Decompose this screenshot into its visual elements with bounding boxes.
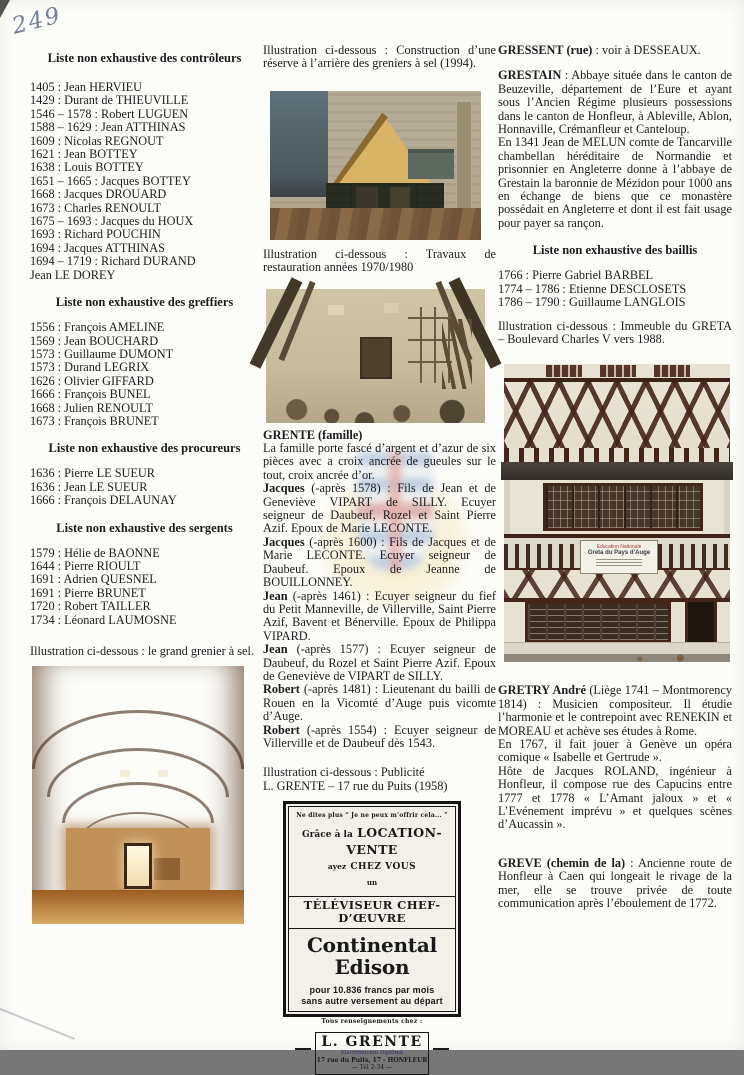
list-entry: 1556 : François AMELINE bbox=[30, 320, 165, 335]
list-entry: 1405 : Jean HERVIEU bbox=[30, 80, 143, 94]
awning-roof bbox=[501, 462, 733, 480]
barn-rooflight bbox=[158, 770, 168, 777]
grente-entry: Jean (-après 1461) : Ecuyer seigneur du fief du Petit Manneville, de Villerville, Saint Pierre Azif, Bavent et Bénerville. Epoux de Philippa VIPARD. bbox=[263, 588, 496, 643]
greve-entry: GREVE (chemin de la) : Ancienne route de Honfleur à Caen qui longeait le rivage de la mer, elle se trouve privée de toute communication après l’éboulement de 1772. bbox=[498, 855, 732, 910]
list-entry: 1626 : Olivier GIFFARD bbox=[30, 373, 154, 388]
sign-smudge bbox=[596, 559, 642, 566]
ad-inner-frame bbox=[288, 806, 456, 1072]
upper-floor bbox=[504, 480, 730, 534]
photo-grand-grenier-a-sel bbox=[32, 666, 244, 924]
barn-floor bbox=[32, 890, 244, 924]
ad-un: un bbox=[366, 878, 378, 888]
photo-restoration-works bbox=[266, 289, 485, 423]
ad-caption-line2: L. GRENTE – 17 rue du Puits (1958) bbox=[263, 778, 448, 793]
controllers-list bbox=[30, 81, 259, 282]
diagonal-brace-row bbox=[504, 570, 730, 602]
list-entry: 1621 : Jean BOTTEY bbox=[30, 147, 138, 162]
entrance-door bbox=[688, 602, 714, 642]
balcony bbox=[504, 534, 730, 570]
site-shed bbox=[408, 153, 454, 179]
half-timbered-gable bbox=[504, 378, 730, 457]
ad-contact-line: Tous renseignements chez : bbox=[321, 1017, 423, 1025]
wall-opening bbox=[384, 303, 398, 313]
slate-building bbox=[270, 91, 328, 197]
procureurs-heading: Liste non exhaustive des procureurs bbox=[48, 441, 241, 456]
list-entry: 1786 – 1790 : Guillaume LANGLOIS bbox=[498, 295, 686, 310]
right-column bbox=[498, 44, 732, 910]
list-entry: 1691 : Pierre BRUNET bbox=[30, 585, 146, 600]
list-entry: 1668 : Jacques DROUARD bbox=[30, 187, 167, 202]
list-entry: 1693 : Richard POUCHIN bbox=[30, 227, 161, 242]
stacked-planks bbox=[442, 319, 472, 389]
grente-heading: GRENTE (famille) bbox=[263, 427, 363, 442]
ad-location-vente-line: Grâce à la LOCATION-VENTE bbox=[301, 825, 442, 857]
stone-quoin bbox=[456, 101, 472, 211]
list-entry: 1691 : Adrien QUESNEL bbox=[30, 572, 157, 587]
list-entry: 1774 – 1786 : Etienne DESCLOSETS bbox=[498, 281, 687, 296]
construction-caption: Illustration ci-dessous : Construction d’une réserve à l’arrière des greniers à sel (1994). bbox=[263, 43, 496, 71]
barn-side-opening bbox=[154, 858, 180, 880]
attic-window-row bbox=[504, 364, 730, 378]
greffiers-list bbox=[30, 321, 259, 428]
list-entry: 1666 : François BUNEL bbox=[30, 387, 151, 402]
baillis-heading: Liste non exhaustive des baillis bbox=[532, 243, 698, 258]
list-entry: 1644 : Pierre RIOULT bbox=[30, 558, 141, 573]
list-entry: 1651 – 1665 : Jacques BOTTEY bbox=[30, 173, 191, 188]
list-entry: 1579 : Hélie de BAONNE bbox=[30, 545, 160, 560]
timber-stud-row bbox=[504, 448, 730, 462]
upper-window-band bbox=[546, 486, 700, 528]
scan-corner-artifact bbox=[0, 0, 10, 18]
doorway bbox=[360, 337, 392, 379]
list-entry: 1675 – 1693 : Jacques du HOUX bbox=[30, 214, 194, 229]
list-entry: 1569 : Jean BOUCHARD bbox=[30, 333, 159, 348]
grente-entry: Jean (-après 1577) : Ecuyer seigneur de Daubeuf, du Rozel et Saint Pierre Azif. Epoux de Geneviève de VIPART de SILLY. bbox=[263, 642, 496, 683]
gretry-paragraph-2: En 1767, il fait jouer à Genève un opéra comique « Isabelle et Gertrude ». bbox=[498, 736, 732, 765]
list-entry: 1694 – 1719 : Richard DURAND bbox=[30, 254, 196, 269]
controllers-heading: Liste non exhaustive des contrôleurs bbox=[47, 51, 242, 65]
ad-store-title: Electronicien Diplômé bbox=[340, 1050, 404, 1057]
ad-store-name: L. GRENTE bbox=[321, 1034, 423, 1051]
list-entry: 1573 : Durand LEGRIX bbox=[30, 360, 150, 375]
ad-price-lines: pour 10.836 francs par mois sans autre versement au départ bbox=[301, 984, 443, 1006]
grente-advertisement bbox=[283, 801, 461, 1072]
grente-article bbox=[263, 423, 496, 794]
restoration-caption: Illustration ci-dessous : Travaux de restauration années 1970/1980 bbox=[263, 246, 496, 275]
grente-entry: Jacques (-après 1578) : Fils de Jean et de Geneviève VIPART de SILLY. Ecuyer seigneur de Daubeuf, Rozel et Saint Pierre Azif. Epoux de Marie LECONTE. bbox=[263, 481, 496, 536]
list-entry: 1720 : Robert TAILLER bbox=[30, 599, 151, 614]
greta-sign bbox=[580, 540, 658, 574]
list-entry: 1734 : Léonard LAUMOSNE bbox=[30, 612, 177, 627]
list-entry: 1668 : Julien RENOULT bbox=[30, 400, 153, 415]
gretry-paragraph-1: GRETRY André (Liège 1741 – Montmorency 1814) : Musicien compositeur. Il étudie l’harmonie et le contrepoint avec RENEKIN et MOREAU et achève ses études à Rome. bbox=[498, 683, 733, 738]
grente-entry: Robert (-après 1554) : Ecuyer seigneur de Villerville et de Daubeuf dès 1543. bbox=[263, 722, 496, 750]
ad-chez-vous-line: ayez CHEZ VOUS bbox=[327, 862, 417, 872]
grente-entry: Robert (-après 1481) : Lieutenant du bailli de Rouen en la Vicomté d’Auge puis vicomte d’Auge. bbox=[263, 682, 496, 724]
grestain-paragraph-1: GRESTAIN : Abbaye située dans le canton de Beuzeville, département de l’Eure et ayant sous l’Ancien Régime plusieurs possessions dans le canton de Honfleur, à Ableville, Ablon, Honnaville, Crémanfleur et Canteloup. bbox=[498, 68, 732, 137]
sign-line-1: Education Nationale bbox=[596, 544, 642, 551]
photo-greta-building bbox=[504, 364, 730, 662]
list-entry: 1766 : Pierre Gabriel BARBEL bbox=[498, 268, 654, 283]
barn-photo-caption: Illustration ci-dessous : le grand grenier à sel. bbox=[30, 644, 255, 658]
list-entry: 1666 : François DELAUNAY bbox=[30, 493, 177, 508]
greta-caption: Illustration ci-dessous : Immeuble du GRETA – Boulevard Charles V vers 1988. bbox=[498, 318, 732, 346]
list-entry: 1609 : Nicolas REGNOUT bbox=[30, 133, 164, 148]
grestain-paragraph-2: En 1341 Jean de MELUN comte de Tancarville chambellan héréditaire de Normandie et prisonnier en Angleterre donne à l’abbaye de Grestain la baronnie de Mézidon pour 1000 ans en échange de biens que ce monastère possédait en Angleterre et dont il est fait usage pour payer sa rançon. bbox=[498, 135, 732, 230]
grente-entry: Jacques (-après 1600) : Fils de Jacques et de Marie LECONTE. Ecuyer seigneur de Daubeuf. Epoux de Jeanne de BOUILLONNEY. bbox=[263, 534, 496, 590]
sergents-heading: Liste non exhaustive des sergents bbox=[56, 520, 233, 535]
sergents-list bbox=[30, 547, 259, 627]
left-column bbox=[30, 44, 259, 924]
list-entry: 1636 : Jean LE SUEUR bbox=[30, 479, 148, 494]
list-entry: 1588 – 1629 : Jean ATTHINAS bbox=[30, 120, 186, 135]
grente-entries bbox=[263, 482, 496, 750]
small-window bbox=[546, 365, 582, 377]
barn-doorway bbox=[127, 846, 149, 886]
list-entry: 1546 – 1578 : Robert LUGUEN bbox=[30, 106, 189, 121]
ground-floor bbox=[504, 602, 730, 642]
grente-intro: La famille porte fascé d’argent et d’azur de six pièces avec a croix ancrée de gueules sur le tout, croix ancrée d’or. bbox=[263, 441, 496, 482]
ad-store-phone: — Tél 2-34 — bbox=[351, 1064, 393, 1072]
baillis-list bbox=[498, 269, 732, 309]
wall-opening bbox=[328, 305, 344, 315]
ad-brand-continental-edison: Continental Edison bbox=[306, 932, 438, 979]
pavement bbox=[504, 654, 730, 662]
list-entry: 1429 : Durant de THIEUVILLE bbox=[30, 93, 189, 108]
list-entry: 1638 : Louis BOTTEY bbox=[30, 160, 144, 175]
list-entry: 1673 : François BRUNET bbox=[30, 413, 159, 428]
gretry-paragraph-3: Hôte de Jacques ROLAND, ingénieur à Honfleur, il compose rue des Capucins entre 1777 et 1778 « L’Amant jaloux » et « L’Evénement imprévu » et quelques scènes d’Aucassin ». bbox=[498, 763, 732, 832]
list-entry: 1573 : Guillaume DUMONT bbox=[30, 346, 174, 361]
ad-tagline: Ne dites plus “ Je ne peux m’offrir cela... ” bbox=[296, 812, 448, 820]
sign-line-2: Greta du Pays d’Auge bbox=[587, 550, 651, 557]
barn-rooflight bbox=[120, 770, 130, 777]
ad-store-address: 17 rue du Puits, 17 - HONFLEUR bbox=[316, 1057, 428, 1065]
ad-store-box-wrap bbox=[297, 1032, 447, 1075]
gressent-entry: GRESSENT (rue) : voir à DESSEAUX. bbox=[498, 43, 701, 57]
greffiers-heading: Liste non exhaustive des greffiers bbox=[55, 295, 234, 310]
ad-store-box bbox=[315, 1032, 429, 1075]
ground-floor-windows bbox=[528, 604, 668, 640]
ad-televiseur-line: TÉLÉVISEUR CHEF-D’ŒUVRE bbox=[289, 896, 455, 929]
photo-construction-1994 bbox=[270, 91, 481, 240]
list-entry: 1636 : Pierre LE SUEUR bbox=[30, 466, 156, 481]
small-window bbox=[654, 365, 690, 377]
ad-caption-line1: Illustration ci-dessous : Publicité bbox=[263, 765, 425, 780]
middle-column bbox=[263, 43, 496, 1072]
small-window bbox=[600, 365, 636, 377]
list-entry: 1694 : Jacques ATTHINAS bbox=[30, 240, 165, 255]
muddy-ground bbox=[270, 208, 481, 240]
list-entry: Jean LE DOREY bbox=[30, 267, 116, 282]
procureurs-list bbox=[30, 467, 259, 507]
block-wall bbox=[326, 183, 444, 211]
handwritten-page-number: 249 bbox=[9, 2, 65, 40]
list-entry: 1673 : Charles RENOULT bbox=[30, 200, 162, 215]
pencil-line-artifact bbox=[0, 1006, 75, 1040]
